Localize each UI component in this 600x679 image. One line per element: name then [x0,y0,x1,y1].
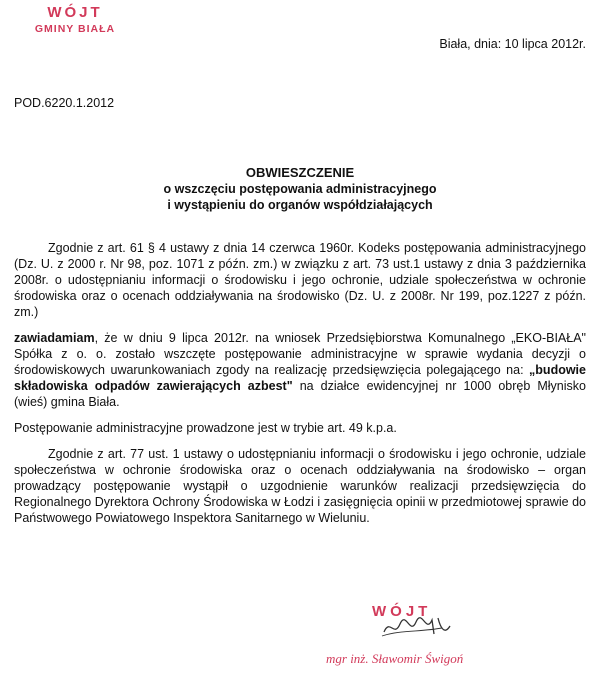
paragraph-procedure: Postępowanie administracyjne prowadzone jest w trybie art. 49 k.p.a. [14,421,397,435]
header-stamp [20,4,130,35]
paragraph-legal-basis: Zgodnie z art. 61 § 4 ustawy z dnia 14 czerwca 1960r. Kodeks postępowania administracyjnego (Dz. U. z 2000 r. Nr 98, poz. 1071 z późn. zm.) w związku z art. 73 ust.1 ustawy z dnia 3 października 2008r. o udostępnianiu informacji o środowisku i jego ochronie, udziale społeczeństwa w ochronie środowiska oraz o ocenach oddziaływania na środowisko (Dz. U. z 2008r. Nr 199, poz.1227 z późn. zm.) [14,241,586,319]
notify-keyword: zawiadamiam [14,331,95,345]
notify-text-b: na działce ewidencyjnej nr 1000 obręb Młynisko (wieś) gmina Biała. [14,379,586,409]
reference-number: POD.6220.1.2012 [14,96,115,110]
notify-text-a: , że w dniu 9 lipca 2012r. na wniosek Przedsiębiorstwa Komunalnego „EKO-BIAŁA" Spółka z o. o. zostało wszczęte postępowanie administracyjne w sprawie wydania decyzji o środowiskowych uwarunkowaniach zgody na realizację przedsięwzięcia polegającego na: [14,331,586,377]
project-name: „budowie składowiska odpadów zawierających azbest" [14,363,586,393]
stamp-title: WÓJT [47,4,103,21]
document-date: Biała, dnia: 10 lipca 2012r. [439,37,586,51]
signatory-name: mgr inż. Sławomir Świgoń [326,651,464,666]
paragraph-notification [14,330,586,410]
title-line-3: i wystąpieniu do organów współdziałających [167,198,433,212]
document-body [14,240,586,536]
paragraph-consultation: Zgodnie z art. 77 ust. 1 ustawy o udostępnianiu informacji o środowisku i jego ochronie, udziale społeczeństwa w ochronie środowiska oraz o ocenach oddziaływania na środowisko – organ prowadzący postępowanie wystąpił o uzgodnienie warunków realizacji przedsięwzięcia do Regionalnego Dyrektora Ochrony Środowiska w Łodzi i zasięgnięcia opinii w przedmiotowej sprawie do Państwowego Powiatowego Inspektora Sanitarnego w Wieluniu. [14,447,586,525]
signature-stamp: WÓJT [372,603,432,620]
title-heading: OBWIESZCZENIE [245,165,355,180]
handwritten-signature-icon [380,612,460,642]
stamp-subtitle: GMINY BIAŁA [34,23,116,35]
document-title [0,165,600,213]
title-line-2: o wszczęciu postępowania administracyjnego [163,182,437,196]
